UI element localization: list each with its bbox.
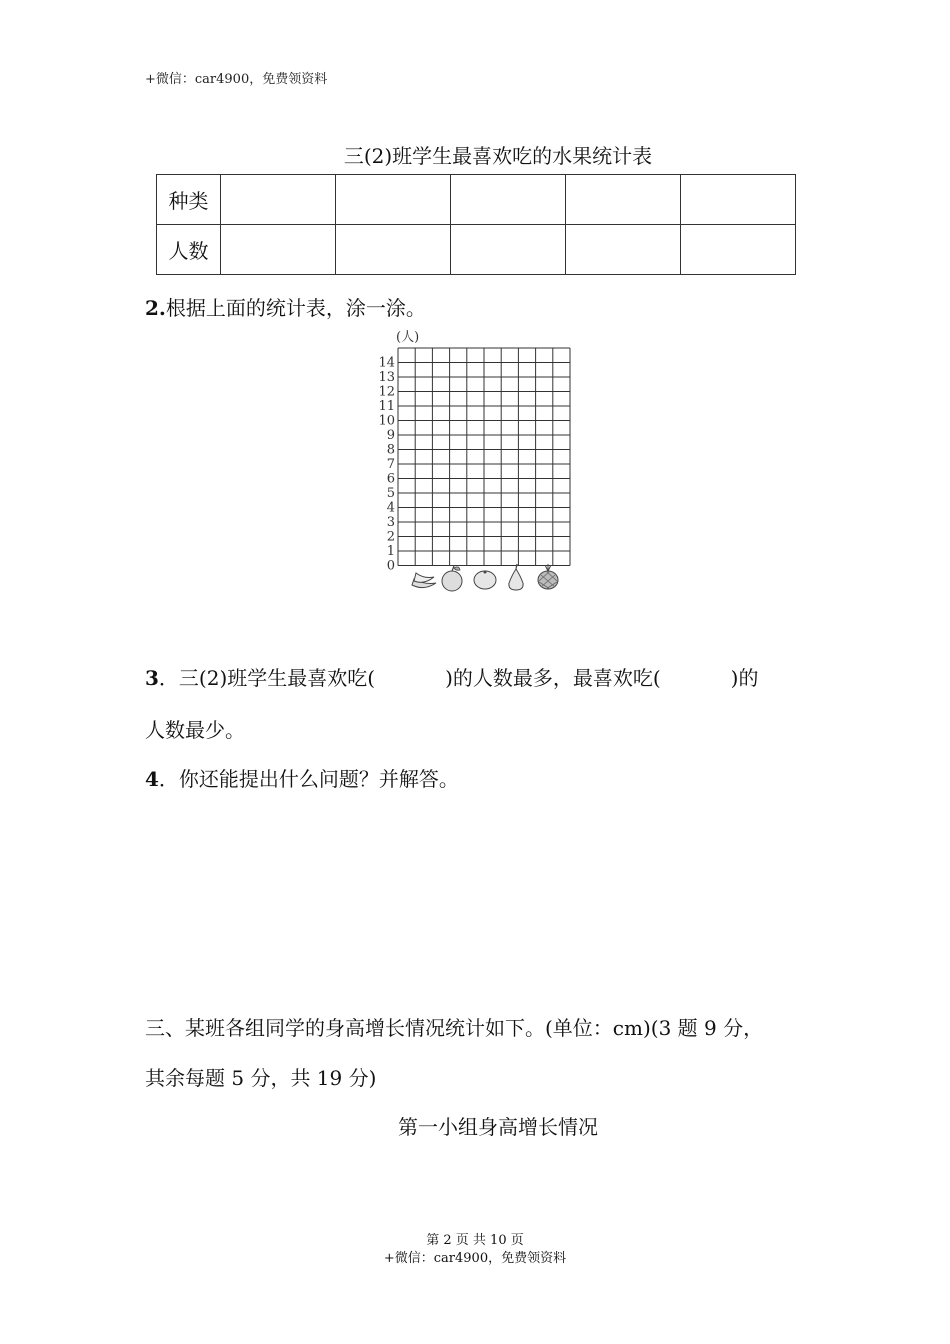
y-tick-label: 4 xyxy=(386,500,395,516)
table-cell xyxy=(681,175,796,225)
y-tick-label: 10 xyxy=(378,413,395,429)
y-tick-label: 14 xyxy=(378,355,395,371)
y-tick-label: 12 xyxy=(378,384,395,400)
question-3 xyxy=(145,662,758,691)
question-2 xyxy=(145,292,426,321)
section-3-subtitle: 第一小组身高增长情况 xyxy=(398,1115,598,1139)
grid-lines xyxy=(398,348,570,566)
question-2-text: 根据上面的统计表，涂一涂。 xyxy=(165,296,426,320)
grid-chart xyxy=(360,326,590,596)
table-cell xyxy=(336,225,451,275)
y-tick-label: 0 xyxy=(386,558,395,574)
banana-icon xyxy=(412,573,436,588)
question-4 xyxy=(145,763,459,792)
question-3-number: 3 xyxy=(145,666,159,690)
y-tick-label: 5 xyxy=(386,486,395,501)
y-tick-label: 11 xyxy=(378,399,395,414)
question-4-text: ．你还能提出什么问题？并解答。 xyxy=(158,767,459,791)
fruit-stat-table xyxy=(156,174,796,275)
question-3-part3: )的 xyxy=(730,666,759,690)
table-cell xyxy=(681,225,796,275)
y-tick-label: 7 xyxy=(386,457,395,472)
y-axis-label: (人) xyxy=(396,330,420,345)
table-cell xyxy=(451,225,566,275)
table-cell xyxy=(451,175,566,225)
row-label-count: 人数 xyxy=(157,225,221,275)
section-3-line1: 三、某班各组同学的身高增长情况统计如下。(单位：cm)(3 题 9 分， xyxy=(145,1016,764,1040)
fruit-icons xyxy=(412,564,558,591)
orange-icon xyxy=(474,571,496,590)
y-tick-label: 1 xyxy=(386,544,395,559)
header-watermark: +微信：car4900，免费领资料 xyxy=(145,72,328,87)
table-row xyxy=(157,225,796,275)
table-cell xyxy=(336,175,451,225)
y-tick-label: 3 xyxy=(386,515,395,530)
apple-icon xyxy=(442,566,462,591)
y-tick-label: 8 xyxy=(386,442,395,458)
y-tick-label: 13 xyxy=(378,370,395,385)
y-tick-labels xyxy=(378,356,395,574)
table-cell xyxy=(221,175,336,225)
y-tick-label: 6 xyxy=(386,471,395,487)
table-row xyxy=(157,175,796,225)
pineapple-icon xyxy=(538,564,558,589)
footer-watermark: +微信：car4900，免费领资料 xyxy=(383,1251,567,1266)
row-label-kind: 种类 xyxy=(157,175,221,225)
table-cell xyxy=(566,175,681,225)
question-3-part2: )的人数最多，最喜欢吃( xyxy=(445,666,661,690)
y-tick-label: 9 xyxy=(386,428,395,443)
table-title: 三(2)班学生最喜欢吃的水果统计表 xyxy=(343,144,653,168)
page-number: 第 2 页 共 10 页 xyxy=(426,1233,524,1248)
table-cell xyxy=(566,225,681,275)
question-3-part1: ．三(2)班学生最喜欢吃( xyxy=(158,666,376,690)
y-tick-label: 2 xyxy=(386,529,395,545)
question-3-line2: 人数最少。 xyxy=(145,718,245,742)
pear-icon xyxy=(509,564,523,590)
question-2-number: 2. xyxy=(145,296,166,320)
table-cell xyxy=(221,225,336,275)
question-4-number: 4 xyxy=(145,767,159,791)
section-3-line2: 其余每题 5 分，共 19 分) xyxy=(145,1066,377,1090)
